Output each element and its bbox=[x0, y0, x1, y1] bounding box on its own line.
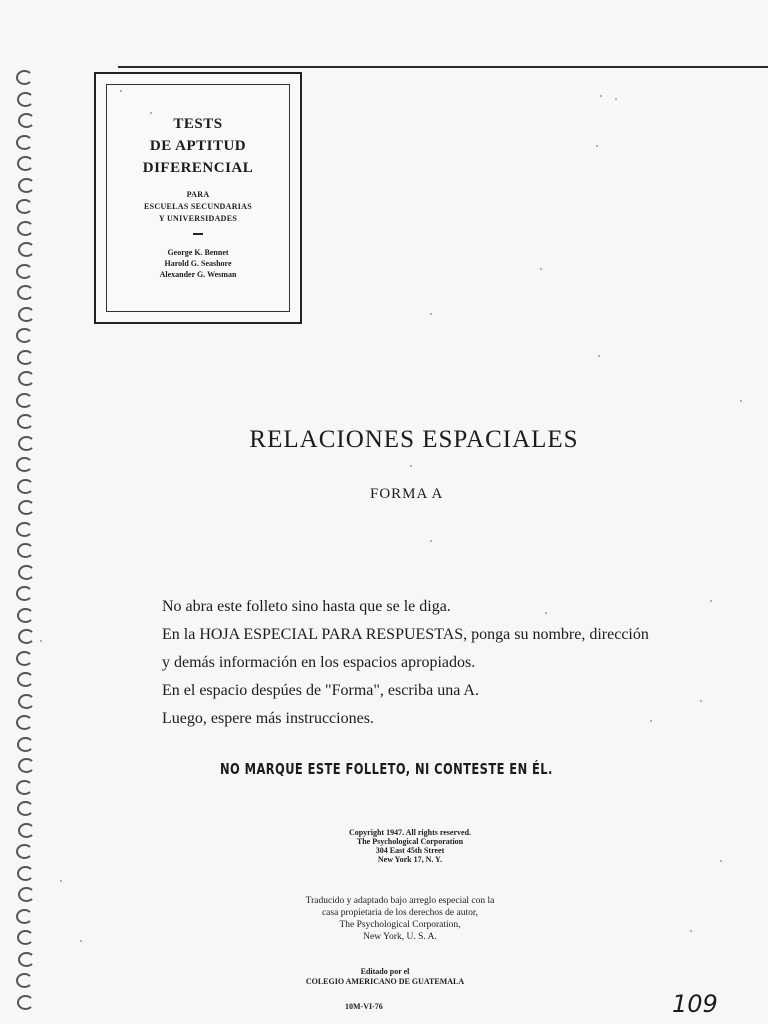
scan-speckle bbox=[598, 355, 600, 357]
scan-speckle bbox=[120, 90, 122, 92]
scan-speckle bbox=[430, 540, 432, 542]
scan-speckle bbox=[650, 720, 652, 722]
scan-speckle bbox=[430, 313, 432, 315]
binding-ring bbox=[18, 500, 35, 515]
scan-speckle bbox=[690, 930, 692, 932]
binding-ring bbox=[16, 586, 33, 601]
binding-ring bbox=[16, 780, 33, 795]
translation-line: The Psychological Corporation, bbox=[339, 920, 461, 930]
binding-ring bbox=[18, 307, 35, 322]
warning-notice: NO MARQUE ESTE FOLLETO, NI CONTESTE EN ÉL. bbox=[220, 760, 553, 778]
binding-ring bbox=[17, 672, 34, 687]
scan-speckle bbox=[540, 268, 542, 270]
scan-speckle bbox=[700, 700, 702, 702]
binding-ring bbox=[17, 866, 34, 881]
publisher-line: Editado por el bbox=[360, 967, 410, 976]
scan-speckle bbox=[615, 98, 617, 100]
binding-ring bbox=[17, 479, 34, 494]
form-label: FORMA A bbox=[370, 486, 444, 502]
binding-ring bbox=[17, 930, 34, 945]
cover-title bbox=[107, 113, 289, 179]
binding-ring bbox=[16, 328, 33, 343]
scan-speckle bbox=[40, 640, 42, 642]
binding-ring bbox=[16, 264, 33, 279]
cover-subtitle-line: Y UNIVERSIDADES bbox=[158, 214, 238, 223]
binding-ring bbox=[16, 715, 33, 730]
binding-ring bbox=[16, 651, 33, 666]
scan-speckle bbox=[720, 860, 722, 862]
cover-divider bbox=[193, 233, 203, 235]
instructions bbox=[162, 593, 652, 733]
binding-ring bbox=[18, 242, 35, 257]
scan-speckle bbox=[60, 880, 62, 882]
cover-title-line: DE APTITUD bbox=[149, 138, 247, 154]
binding-ring bbox=[16, 522, 33, 537]
page-title: RELACIONES ESPACIALES bbox=[249, 426, 579, 453]
copyright-line: 304 East 45th Street bbox=[375, 846, 445, 855]
binding-ring bbox=[17, 221, 34, 236]
scan-speckle bbox=[740, 400, 742, 402]
scan-speckle bbox=[150, 112, 152, 114]
binding-ring bbox=[17, 737, 34, 752]
cover-title-line: DIFERENCIAL bbox=[142, 160, 254, 176]
spiral-binding bbox=[16, 70, 46, 1020]
instruction-line: En el espacio despúes de "Forma", escriba una A. bbox=[162, 682, 479, 699]
binding-ring bbox=[18, 758, 35, 773]
handwritten-page-number: 109 bbox=[672, 990, 718, 1018]
binding-ring bbox=[18, 952, 35, 967]
top-rule bbox=[118, 66, 768, 68]
author-name: George K. Bennet bbox=[167, 248, 229, 257]
binding-ring bbox=[18, 629, 35, 644]
binding-ring bbox=[16, 199, 33, 214]
binding-ring bbox=[18, 887, 35, 902]
binding-ring bbox=[18, 823, 35, 838]
scan-speckle bbox=[600, 95, 602, 97]
cover-subtitle-line: ESCUELAS SECUNDARIAS bbox=[143, 202, 253, 211]
copyright-line: Copyright 1947. All rights reserved. bbox=[348, 828, 472, 837]
translation-note bbox=[260, 895, 540, 943]
publisher-block bbox=[270, 967, 500, 987]
binding-ring bbox=[18, 113, 35, 128]
copyright-block bbox=[300, 828, 520, 864]
binding-ring bbox=[17, 543, 34, 558]
scan-speckle bbox=[80, 940, 82, 942]
scan-speckle bbox=[410, 465, 412, 467]
instruction-line: En la HOJA ESPECIAL PARA RESPUESTAS, ponga su nombre, dirección y demás información en los espacios apropiados. bbox=[162, 626, 649, 671]
binding-ring bbox=[17, 92, 34, 107]
copyright-line: The Psychological Corporation bbox=[356, 837, 464, 846]
copyright-line: New York 17, N. Y. bbox=[377, 855, 443, 864]
binding-ring bbox=[16, 973, 33, 988]
binding-ring bbox=[18, 178, 35, 193]
publisher-line: COLEGIO AMERICANO DE GUATEMALA bbox=[305, 977, 465, 986]
translation-line: casa propietaria de los derechos de autor, bbox=[321, 908, 479, 918]
binding-ring bbox=[16, 393, 33, 408]
cover-frame bbox=[106, 84, 290, 312]
binding-ring bbox=[16, 844, 33, 859]
binding-ring bbox=[16, 457, 33, 472]
scan-speckle bbox=[596, 145, 598, 147]
binding-ring bbox=[18, 565, 35, 580]
binding-ring bbox=[17, 995, 34, 1010]
binding-ring bbox=[16, 909, 33, 924]
cover-title-line: TESTS bbox=[173, 116, 223, 132]
author-name: Alexander G. Wesman bbox=[159, 270, 237, 279]
binding-ring bbox=[18, 371, 35, 386]
cover-subtitle-line: PARA bbox=[186, 190, 210, 199]
translation-line: Traducido y adaptado bajo arreglo especial con la bbox=[305, 896, 495, 906]
binding-ring bbox=[18, 694, 35, 709]
cover-thumbnail bbox=[94, 72, 302, 324]
scan-speckle bbox=[710, 600, 712, 602]
scan-speckle bbox=[545, 612, 547, 614]
print-code: 10M-VI-76 bbox=[345, 1002, 383, 1011]
cover-authors bbox=[107, 247, 289, 280]
binding-ring bbox=[17, 801, 34, 816]
translation-line: New York, U. S. A. bbox=[363, 932, 437, 942]
author-name: Harold G. Seashore bbox=[164, 259, 232, 268]
instruction-line: No abra este folleto sino hasta que se le diga. bbox=[162, 598, 451, 615]
binding-ring bbox=[16, 70, 33, 85]
binding-ring bbox=[17, 350, 34, 365]
instruction-line: Luego, espere más instrucciones. bbox=[162, 710, 374, 727]
cover-subtitle bbox=[107, 189, 289, 225]
binding-ring bbox=[17, 608, 34, 623]
binding-ring bbox=[17, 156, 34, 171]
binding-ring bbox=[16, 135, 33, 150]
binding-ring bbox=[17, 285, 34, 300]
